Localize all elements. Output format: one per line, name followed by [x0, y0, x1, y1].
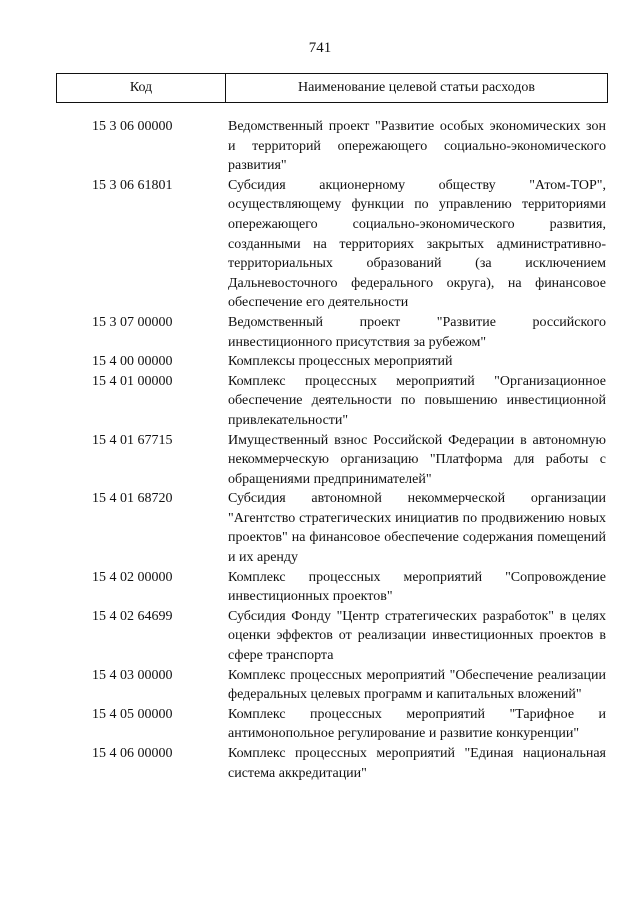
page-number: 741	[308, 40, 332, 56]
table-row	[56, 744, 608, 783]
table-row	[56, 489, 608, 567]
row-name: Имущественный взнос Российской Федерации в автономную некоммерческую организацию "Платформа для работы с обращениями предпринимателей"	[228, 432, 606, 487]
row-code: 15 4 05 00000	[92, 706, 173, 722]
row-code: 15 4 01 67715	[92, 432, 173, 448]
row-name: Субсидия акционерному обществу "Атом-ТОР", осуществляющему функции по управлению территориями опережающего социально-экономического развития, созданными на территориях закрытых административно-территориальных образований (за исключением Дальневосточного федерального округа), на финансовое обеспечение его деятельности	[228, 177, 606, 311]
table-row	[56, 352, 608, 372]
row-name: Ведомственный проект "Развитие российского инвестиционного присутствия за рубежом"	[228, 314, 606, 350]
row-code: 15 4 02 64699	[92, 608, 173, 624]
row-name: Комплекс процессных мероприятий "Организационное обеспечение деятельности по повышению инвестиционной привлекательности"	[228, 373, 606, 428]
row-code: 15 3 07 00000	[92, 314, 173, 330]
row-code: 15 3 06 00000	[92, 119, 173, 134]
row-name: Субсидия Фонду "Центр стратегических разработок" в целях оценки эффектов от реализации инвестиционных проектов в сфере транспорта	[228, 608, 606, 664]
table-body	[56, 117, 608, 783]
row-name: Комплекс процессных мероприятий "Тарифное и антимонопольное регулирование и развитие конкуренции"	[228, 706, 606, 742]
table-header	[56, 73, 608, 103]
table-row	[56, 117, 608, 176]
header-name-cell: Наименование целевой статьи расходов	[297, 80, 536, 95]
row-name: Комплекс процессных мероприятий "Единая национальная система аккредитации"	[228, 746, 606, 781]
table-row	[56, 705, 608, 744]
row-name: Ведомственный проект "Развитие особых экономических зон и территорий опережающего социально-экономического развития"	[228, 119, 606, 174]
table-row	[56, 313, 608, 352]
table-row	[56, 666, 608, 705]
row-code: 15 4 00 00000	[92, 354, 173, 370]
row-name: Субсидия автономной некоммерческой организации "Агентство стратегических инициатив по продвижению новых проектов" на финансовое обеспечение содержания помещений и их аренду	[228, 491, 606, 566]
row-code: 15 4 02 00000	[92, 569, 173, 585]
row-code: 15 4 06 00000	[92, 746, 173, 761]
row-name: Комплекс процессных мероприятий "Сопровождение инвестиционных проектов"	[228, 569, 606, 605]
row-name: Комплекс процессных мероприятий "Обеспечение реализации федеральных целевых программ и капитальных вложений"	[228, 667, 606, 703]
row-name: Комплексы процессных мероприятий	[228, 354, 453, 370]
table-row	[56, 176, 608, 313]
table-row	[56, 568, 608, 607]
row-code: 15 4 01 00000	[92, 373, 173, 389]
row-code: 15 4 01 68720	[92, 491, 173, 507]
table-row	[56, 372, 608, 431]
row-code: 15 3 06 61801	[92, 177, 173, 193]
row-code: 15 4 03 00000	[92, 667, 173, 683]
table-row	[56, 607, 608, 666]
table-row	[56, 431, 608, 490]
header-code-cell: Код	[57, 74, 226, 102]
